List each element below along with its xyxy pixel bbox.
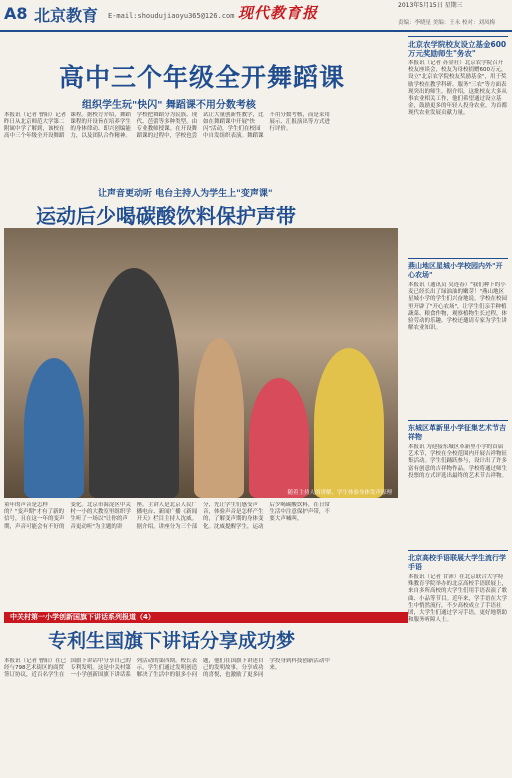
- story2-kicker: 让声音更动听 电台主持人为学生上"变声课": [98, 189, 273, 199]
- sidebar-article: [408, 420, 508, 547]
- lead-body: 本报讯（记者 曹阳）记者昨日从北京师范大学第二附属中学了解到，该校在高中三个年级全开设舞蹈课程。据校方介绍，舞蹈课程的开设旨在培养学生的身体律动、即兴创编能力，以及团队合作精神。学校把舞蹈分为民族、现代、芭蕾等多种类型，由专业教师授课。在开设舞蹈课的过程中，学校也尝试让大量创新性教学，比如在舞蹈课中开展"快闪"活动，学生们在校园中自发组织表演。舞蹈课不用分数考核，而是采用展示、汇报演出等方式进行评价。: [4, 112, 330, 139]
- presenter-figure: [89, 268, 179, 498]
- student-figure: [24, 358, 84, 498]
- student-figure: [314, 348, 384, 498]
- section-title: 北京教育: [34, 6, 99, 25]
- newspaper-logo: 现代教育报: [238, 4, 319, 22]
- editor-credits: 责编：李晓星 美编：王永 校对：刘凤梅: [398, 20, 495, 26]
- story2-body: 童年的声音是怎样的？"变声期"才有了新的信号，且在这一年的变声期，声音可能会有不好的变化。北京市海淀区中关村一小的大教室里组织学生听了一场以"让你的声音更动听"为主题的讲座。主讲人是北京人民广播电台、新闻广播《新闻开天》栏目主持人沈威。据介绍，讲座分为三个部分，先让学生们感受声音，体验声音是怎样产生的，了解变声期的身体变化。沈威提醒学生，运动后少喝碳酸饮料，在日常生活中注意保护声带，不要大声喊叫。: [4, 502, 330, 530]
- lead-headline: 高中三个年级全开舞蹈课: [58, 63, 345, 92]
- story3-body: 本报讯（记者 曹阳）在已经与798艺术街区的商贸签订协议，近百名学生在国旗下讲话中分享自己的专利发明。这是中关村第一小学创新国旗下讲话系列活动的第四期。校长表示，学生们通过发明创造解决了生活中的很多小问题，他们在国旗下讲述自己的发明故事，分享成功的喜悦，也激励了更多同学投身到科技创新活动中来。: [4, 658, 330, 679]
- photo-caption: 随着主持人的讲解，学生体验身体发声原理: [287, 490, 392, 496]
- sidebar-article-title: 东城区革新里小学征集艺术节吉祥物: [408, 424, 506, 441]
- story3-headline: 专利生国旗下讲话分享成功梦: [48, 630, 296, 652]
- sidebar-article-body: 本报讯（记者 苏金社）北京农学院召开校友座谈会，校友为母校捐赠600万元，设立"北京农学院校友奖励基金"，用于奖励学校在教学科研、服务"三农"等方面表现突出的师生。据介绍，这批校友大多从事农业相关工作，他们希望通过设立基金，鼓励更多的年轻人投身农业，为首都现代农业发展贡献力量。: [408, 60, 508, 117]
- sidebar-article: [408, 36, 508, 255]
- sidebar-article-title: 北京高校手语联展大学生流行学手语: [408, 554, 506, 571]
- sidebar-article: [408, 550, 508, 777]
- section-email: E-mail:shoudujiaoyu365@126.com: [108, 12, 235, 20]
- lead-subheadline: 组织学生玩"快闪" 舞蹈课不用分数考核: [82, 100, 256, 111]
- series-band: 中关村第一小学创新国旗下讲话系列报道（4）: [4, 612, 408, 623]
- page-number: A8: [4, 4, 28, 23]
- sidebar-article-body: 本报讯 为迎接东城区革新里小学的首届艺术节，学校在全校范围内开展吉祥物征集活动。学生们踊跃参与，设计出了许多富有创意的吉祥物作品。学校将通过师生投票的方式评选出最终的艺术节吉祥物。: [408, 444, 508, 479]
- student-figure: [249, 378, 309, 498]
- page-header: [0, 0, 512, 32]
- classroom-photo: [4, 228, 398, 498]
- sidebar-article: [408, 258, 508, 417]
- story2-headline: 运动后少喝碳酸饮料保护声带: [36, 204, 296, 228]
- sidebar-article-title: 北京农学院校友设立基金600万元奖励师生"务农": [408, 40, 507, 58]
- sidebar-article-body: 本报讯（记者 甘沛）在北京联合大学特殊教育学院举办的北京高校手语联展上，来自多所高校的大学生们用手语表演了歌曲、小品等节目。近年来，学手语在大学生中悄然流行，不少高校成立了手语社团，大学生们通过学习手语，更好地帮助和服务听障人士。: [408, 574, 508, 624]
- sidebar-article-title: 燕山地区星城小学校园内外"开心农场": [408, 262, 503, 279]
- student-figure: [194, 338, 244, 498]
- sidebar-article-body: 本报讯（通讯员 吴连春）"我们种下的小麦已经长出了绿油油的嫩芽！"燕山地区星城小学的学生们兴奋地说。学校在校园里开辟了"开心农场"，让学生们亲手种植蔬菜、粮食作物，观察植物生长过程，体验劳动的乐趣。学校还邀请专家为学生讲解农业知识。: [408, 282, 508, 332]
- issue-date: 2013年5月15日 星期三: [398, 2, 463, 9]
